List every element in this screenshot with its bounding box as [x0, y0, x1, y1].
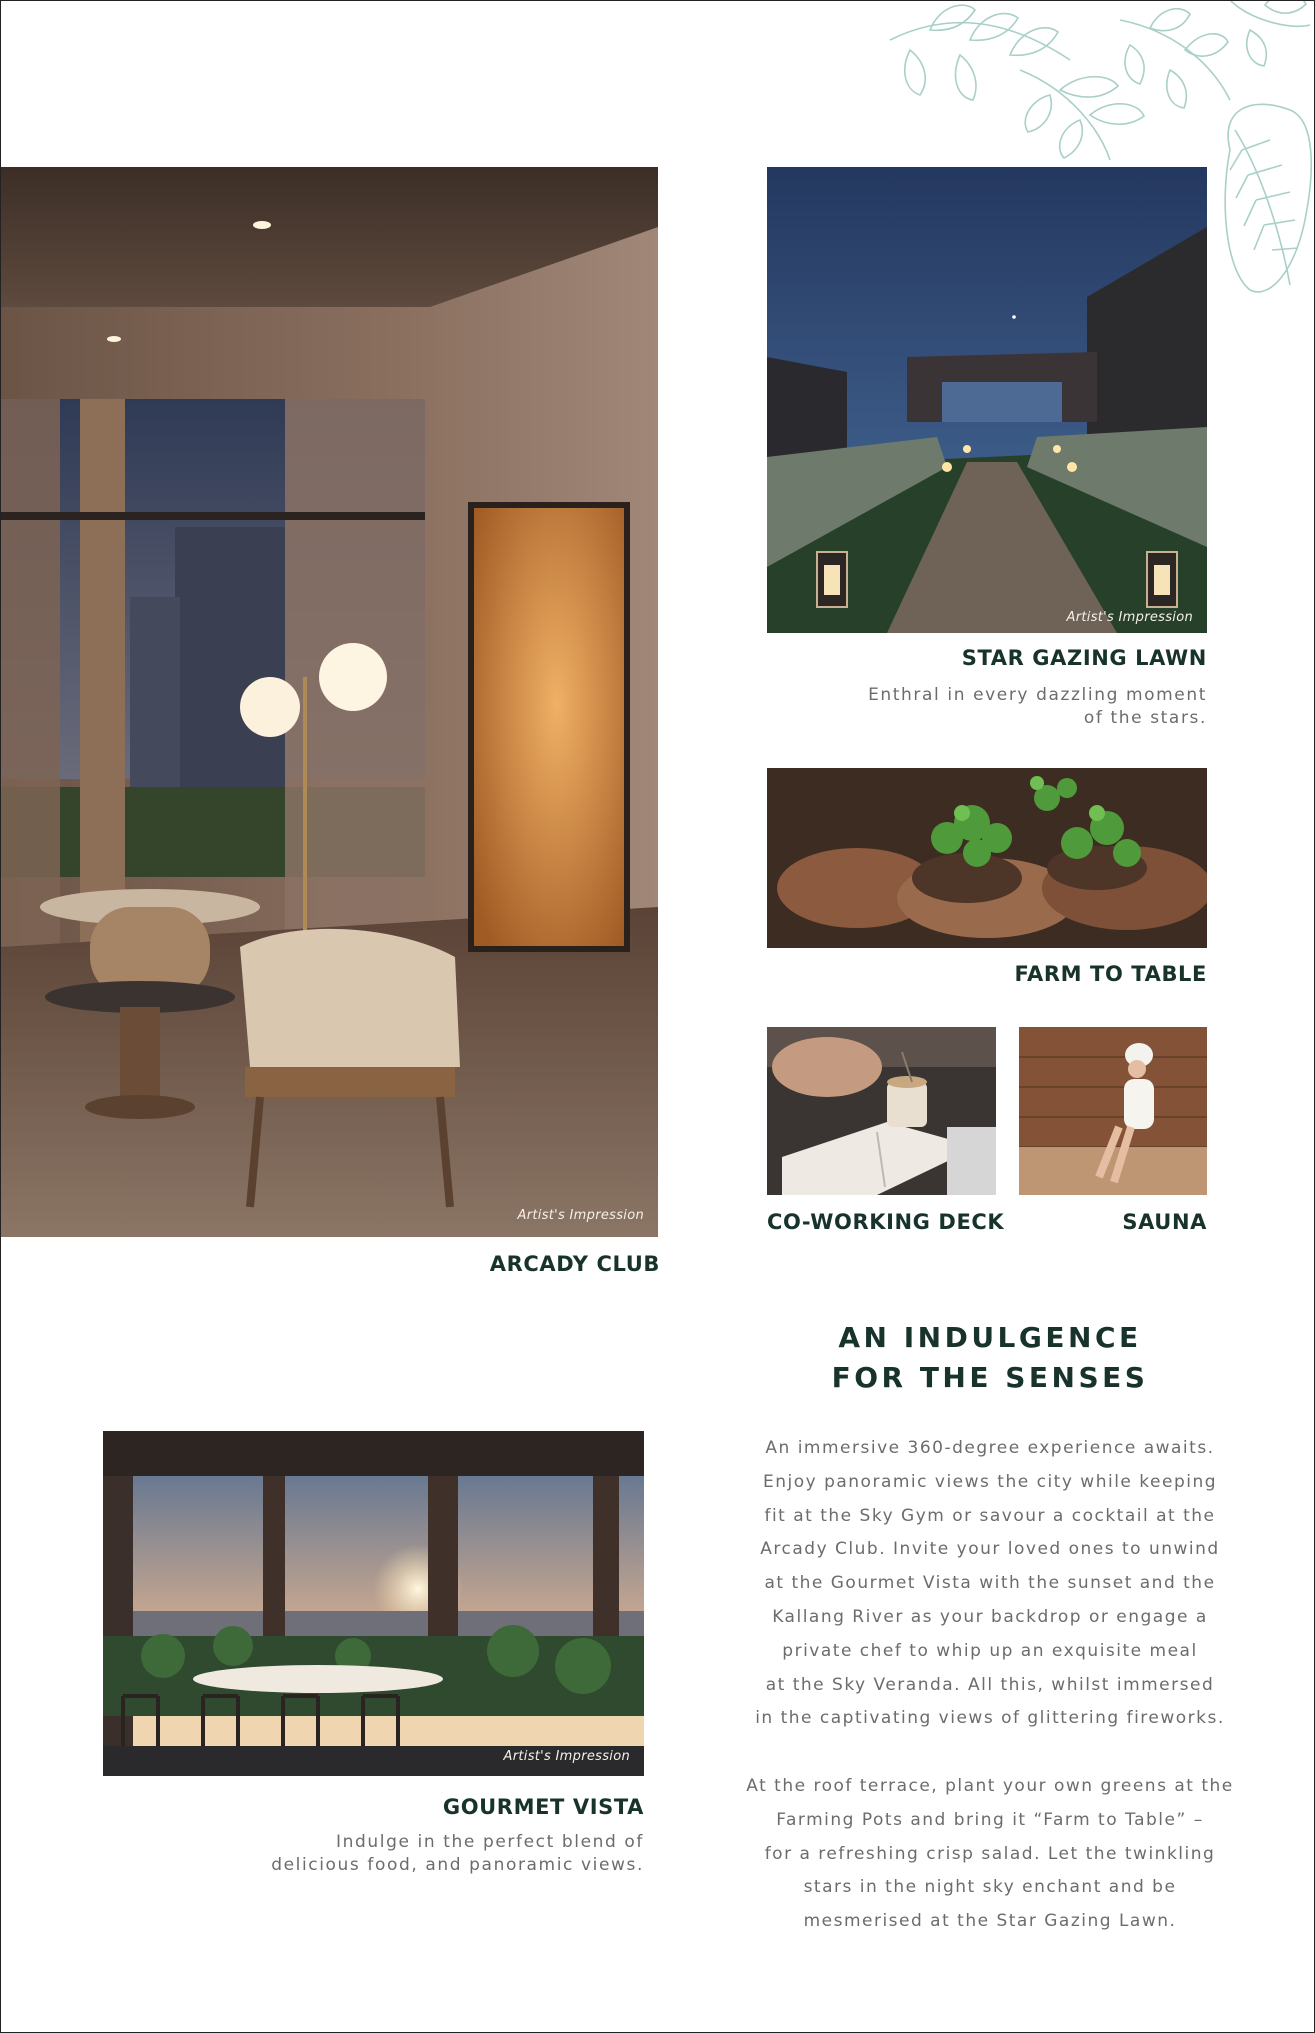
sauna-photo: [1019, 1027, 1207, 1195]
section-title: AN INDULGENCE FOR THE SENSES: [831, 1321, 1149, 1394]
star-gazing-lawn-photo: [767, 167, 1207, 633]
arcady-club-title: ARCADY CLUB: [489, 1252, 660, 1276]
feature-paragraph-1: An immersive 360-degree experience awaits. Enjoy panoramic views the city while keeping fit at the Sky Gym or savour a cocktail at the Arcady Club. Invite your loved ones to unwind at the Gourmet Vista with the sunset and the Kallang River as your backdrop or engage a private chef to whip up an exquisite meal at the Sky Veranda. All this, whilst immersed in the captivating views of glittering fireworks.: [755, 1438, 1225, 1729]
farm-to-table-photo: [767, 768, 1207, 948]
artist-impression-caption: Artist's Impression: [1066, 610, 1193, 625]
co-working-deck-photo: [767, 1027, 996, 1195]
gourmet-vista-photo: [103, 1431, 644, 1776]
co-working-deck-title: CO-WORKING DECK: [767, 1210, 1005, 1234]
farm-to-table-title: FARM TO TABLE: [1014, 962, 1207, 986]
star-gazing-lawn-title: STAR GAZING LAWN: [961, 646, 1207, 670]
artist-impression-caption: Artist's Impression: [517, 1208, 644, 1223]
gourmet-vista-description: Indulge in the perfect blend of delicious food, and panoramic views.: [271, 1832, 644, 1875]
gourmet-vista-title: GOURMET VISTA: [442, 1795, 644, 1819]
sauna-title: SAUNA: [1122, 1210, 1207, 1234]
star-gazing-lawn-description: Enthral in every dazzling moment of the stars.: [868, 685, 1207, 728]
feature-paragraph-2: At the roof terrace, plant your own greens at the Farming Pots and bring it “Farm to Table” – for a refreshing crisp salad. Let the twinkling stars in the night sky enchant and be mesmerised at the Star Gazing Lawn.: [746, 1776, 1234, 1932]
artist-impression-caption: Artist's Impression: [503, 1749, 630, 1764]
arcady-club-photo: [0, 167, 658, 1237]
